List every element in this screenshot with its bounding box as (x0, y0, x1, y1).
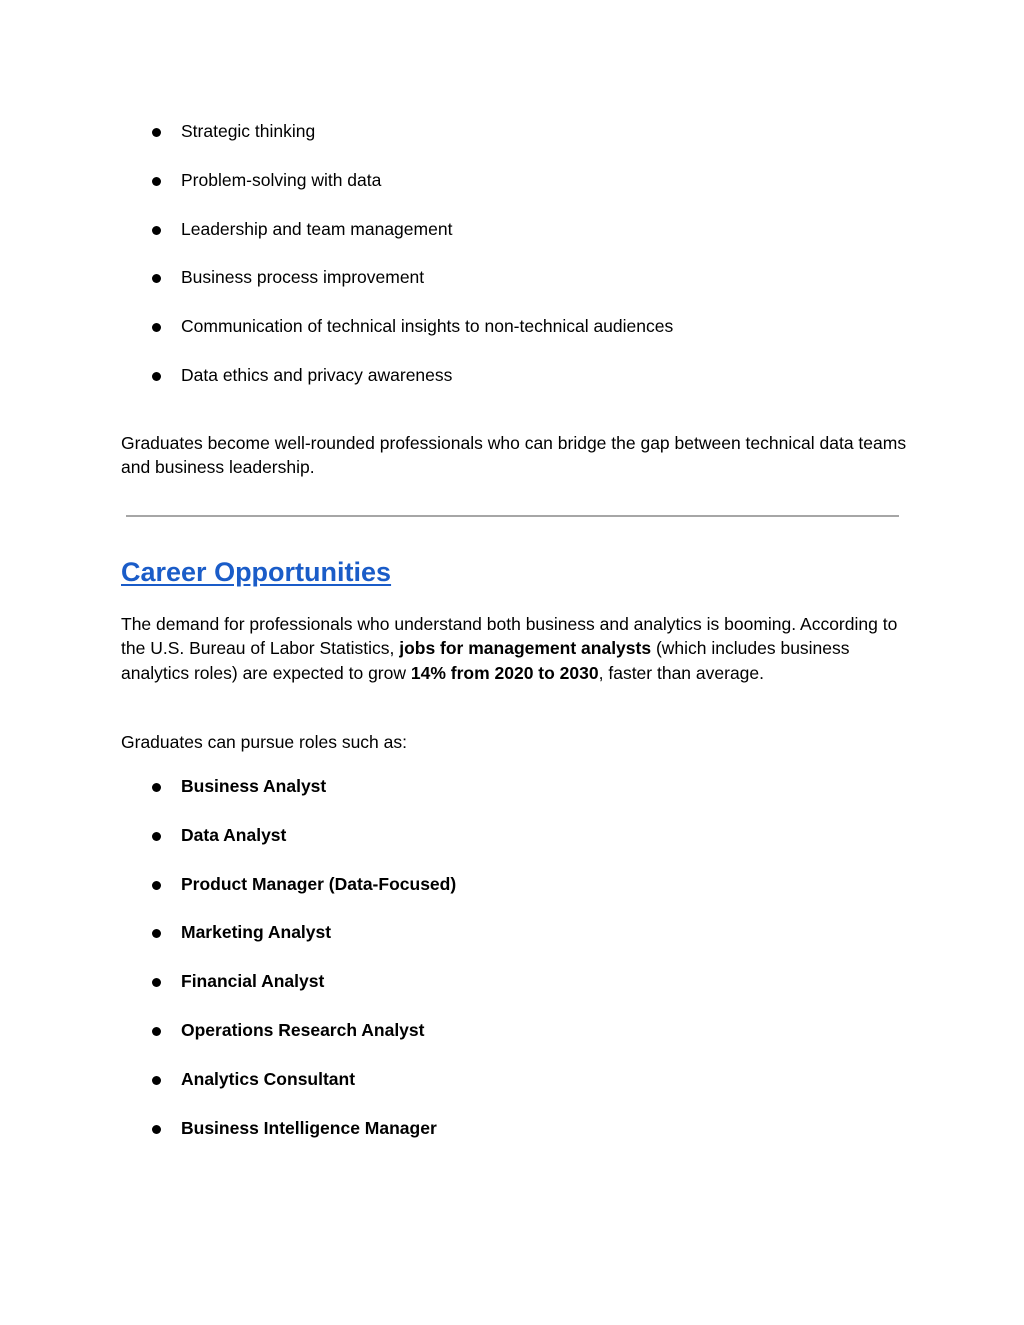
bullet-icon (152, 274, 161, 283)
list-item-label: Communication of technical insights to non-technical audiences (181, 316, 674, 337)
bullet-icon (152, 881, 161, 890)
bullet-icon (152, 1125, 161, 1134)
list-item (148, 217, 948, 266)
bullet-icon (152, 929, 161, 938)
bullet-icon (152, 372, 161, 381)
list-item (148, 314, 948, 363)
bullet-icon (152, 1027, 161, 1036)
demand-text-part3: , faster than average. (598, 662, 765, 683)
bullet-icon (152, 1076, 161, 1085)
list-item (148, 920, 948, 969)
role-label: Data Analyst (181, 824, 287, 845)
list-item-label: Business process improvement (181, 267, 425, 288)
career-opportunities-heading-link[interactable]: Career Opportunities (121, 557, 392, 587)
list-item (148, 969, 948, 1018)
demand-text-part1: The demand for professionals who understand both business and analytics is booming. According to the U.S. Bureau of Labor Statistics, (121, 614, 898, 659)
bullet-icon (152, 323, 161, 332)
list-item (148, 265, 948, 314)
role-label: Analytics Consultant (181, 1068, 356, 1089)
bullet-icon (152, 128, 161, 137)
list-item (148, 119, 948, 168)
list-item (148, 774, 948, 823)
list-item (148, 1067, 948, 1116)
demand-bold-growth-rate: 14% from 2020 to 2030 (410, 662, 599, 683)
list-item (148, 872, 948, 921)
list-item-label: Data ethics and privacy awareness (181, 364, 453, 385)
role-label: Business Intelligence Manager (181, 1117, 437, 1138)
list-item (148, 1018, 948, 1067)
role-label: Marketing Analyst (181, 922, 332, 943)
role-label: Financial Analyst (181, 971, 325, 992)
bullet-icon (152, 978, 161, 987)
role-label: Business Analyst (181, 776, 327, 796)
list-item (148, 1116, 948, 1165)
bullet-icon (152, 832, 161, 841)
list-item (148, 168, 948, 217)
role-label: Operations Research Analyst (181, 1019, 425, 1040)
list-item (148, 363, 948, 412)
list-item-label: Strategic thinking (181, 121, 316, 141)
bullet-icon (152, 783, 161, 792)
list-item (148, 823, 948, 872)
roles-intro-paragraph: Graduates can pursue roles such as: (121, 732, 407, 752)
bullet-icon (152, 177, 161, 186)
demand-paragraph (121, 612, 911, 685)
horizontal-divider (126, 515, 899, 517)
list-item-label: Leadership and team management (181, 218, 453, 239)
skills-list (148, 119, 948, 412)
bullet-icon (152, 226, 161, 235)
demand-text-part2: (which includes business analytics roles) are expected to grow (121, 638, 850, 683)
role-label: Product Manager (Data-Focused) (181, 873, 457, 894)
summary-paragraph: Graduates become well-rounded professionals who can bridge the gap between technical data teams and business leadership. (121, 433, 907, 478)
roles-list (148, 774, 948, 1164)
demand-bold-management-analysts: jobs for management analysts (399, 638, 652, 659)
list-item-label: Problem-solving with data (181, 169, 382, 190)
